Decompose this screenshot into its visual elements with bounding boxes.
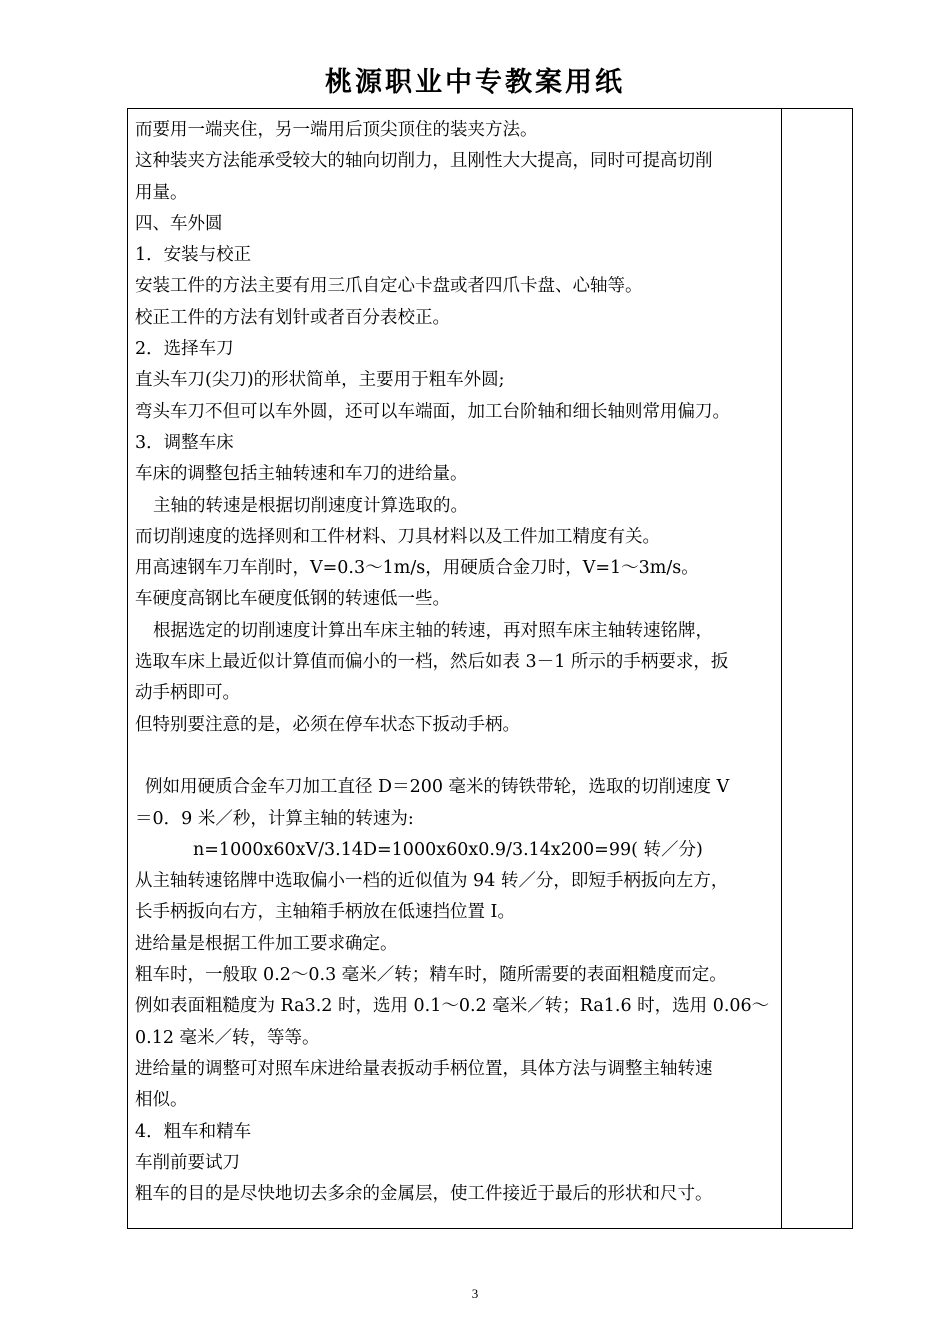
notes-column-divider: [781, 108, 782, 1229]
text-line: 车床的调整包括主轴转速和车刀的进给量。: [135, 464, 468, 485]
lesson-content: [135, 115, 777, 1210]
page-number: 3: [471, 1286, 479, 1301]
text-line: 长手柄扳向右方，主轴箱手柄放在低速挡位置 I。: [135, 902, 515, 923]
text-line: 主轴的转速是根据切削速度计算选取的。: [153, 495, 468, 516]
text-line: 而要用一端夹住，另一端用后顶尖顶住的装夹方法。: [135, 120, 538, 140]
text-line: 相似。: [135, 1090, 188, 1111]
text-line: 用高速钢车刀车削时，V=0.3～1m/s，用硬质合金刀时，V=1～3m/s。: [135, 558, 699, 579]
subsection-heading: 2．选择车刀: [135, 339, 234, 360]
text-line: 进给量是根据工件加工要求确定。: [135, 933, 398, 954]
text-line: 动手柄即可。: [135, 683, 240, 704]
text-line: 从主轴转速铭牌中选取偏小一档的近似值为 94 转／分，即短手柄扳向左方，: [135, 871, 729, 892]
text-line: 直头车刀(尖刀)的形状简单，主要用于粗车外圆;: [135, 370, 505, 391]
text-line: 例如表面粗糙度为 Ra3.2 时，选用 0.1～0.2 毫米／转；Ra1.6 时，选用 0.06～: [135, 996, 770, 1017]
text-line: 这种装夹方法能承受较大的轴向切削力，且刚性大大提高，同时可提高切削: [135, 151, 713, 172]
text-line: 而切削速度的选择则和工件材料、刀具材料以及工件加工精度有关。: [135, 526, 660, 547]
section-heading: 四、车外圆: [135, 213, 223, 234]
formula-line: n=1000x60xV/3.14D=1000x60x0.9/3.14x200=99( 转／分): [193, 839, 703, 860]
text-line: 粗车时，一般取 0.2～0.3 毫米／转；精车时，随所需要的表面粗糙度而定。: [135, 965, 727, 986]
text-line: 用量。: [135, 182, 188, 203]
subsection-heading: 1．安装与校正: [135, 245, 252, 266]
text-line: 车削前要试刀: [135, 1152, 240, 1173]
text-line: 弯头车刀不但可以车外圆，还可以车端面，加工台阶轴和细长轴则常用偏刀。: [135, 401, 730, 422]
text-line: 校正工件的方法有划针或者百分表校正。: [135, 307, 450, 328]
text-line: 0.12 毫米／转，等等。: [135, 1027, 320, 1048]
text-line: 车硬度高钢比车硬度低钢的转速低一些。: [135, 589, 450, 610]
blank-line: [135, 741, 777, 772]
text-line: 选取车床上最近似计算值而偏小的一档，然后如表 3－1 所示的手柄要求，扳: [135, 652, 729, 673]
text-line: 例如用硬质合金车刀加工直径 D＝200 毫米的铸铁带轮，选取的切削速度 V: [145, 777, 730, 798]
subsection-heading: 3．调整车床: [135, 432, 234, 453]
text-line: 但特别要注意的是，必须在停车状态下扳动手柄。: [135, 714, 520, 735]
text-line: ＝0．9 米／秒，计算主轴的转速为:: [135, 808, 414, 829]
text-line: 进给量的调整可对照车床进给量表扳动手柄位置，具体方法与调整主轴转速: [135, 1058, 713, 1079]
text-line: 安装工件的方法主要有用三爪自定心卡盘或者四爪卡盘、心轴等。: [135, 276, 643, 297]
page-title: 桃源职业中专教案用纸: [325, 67, 625, 98]
text-line: 根据选定的切削速度计算出车床主轴的转速，再对照车床主轴转速铭牌，: [153, 620, 713, 641]
subsection-heading: 4．粗车和精车: [135, 1121, 252, 1142]
text-line: 粗车的目的是尽快地切去多余的金属层，使工件接近于最后的形状和尺寸。: [135, 1184, 713, 1205]
